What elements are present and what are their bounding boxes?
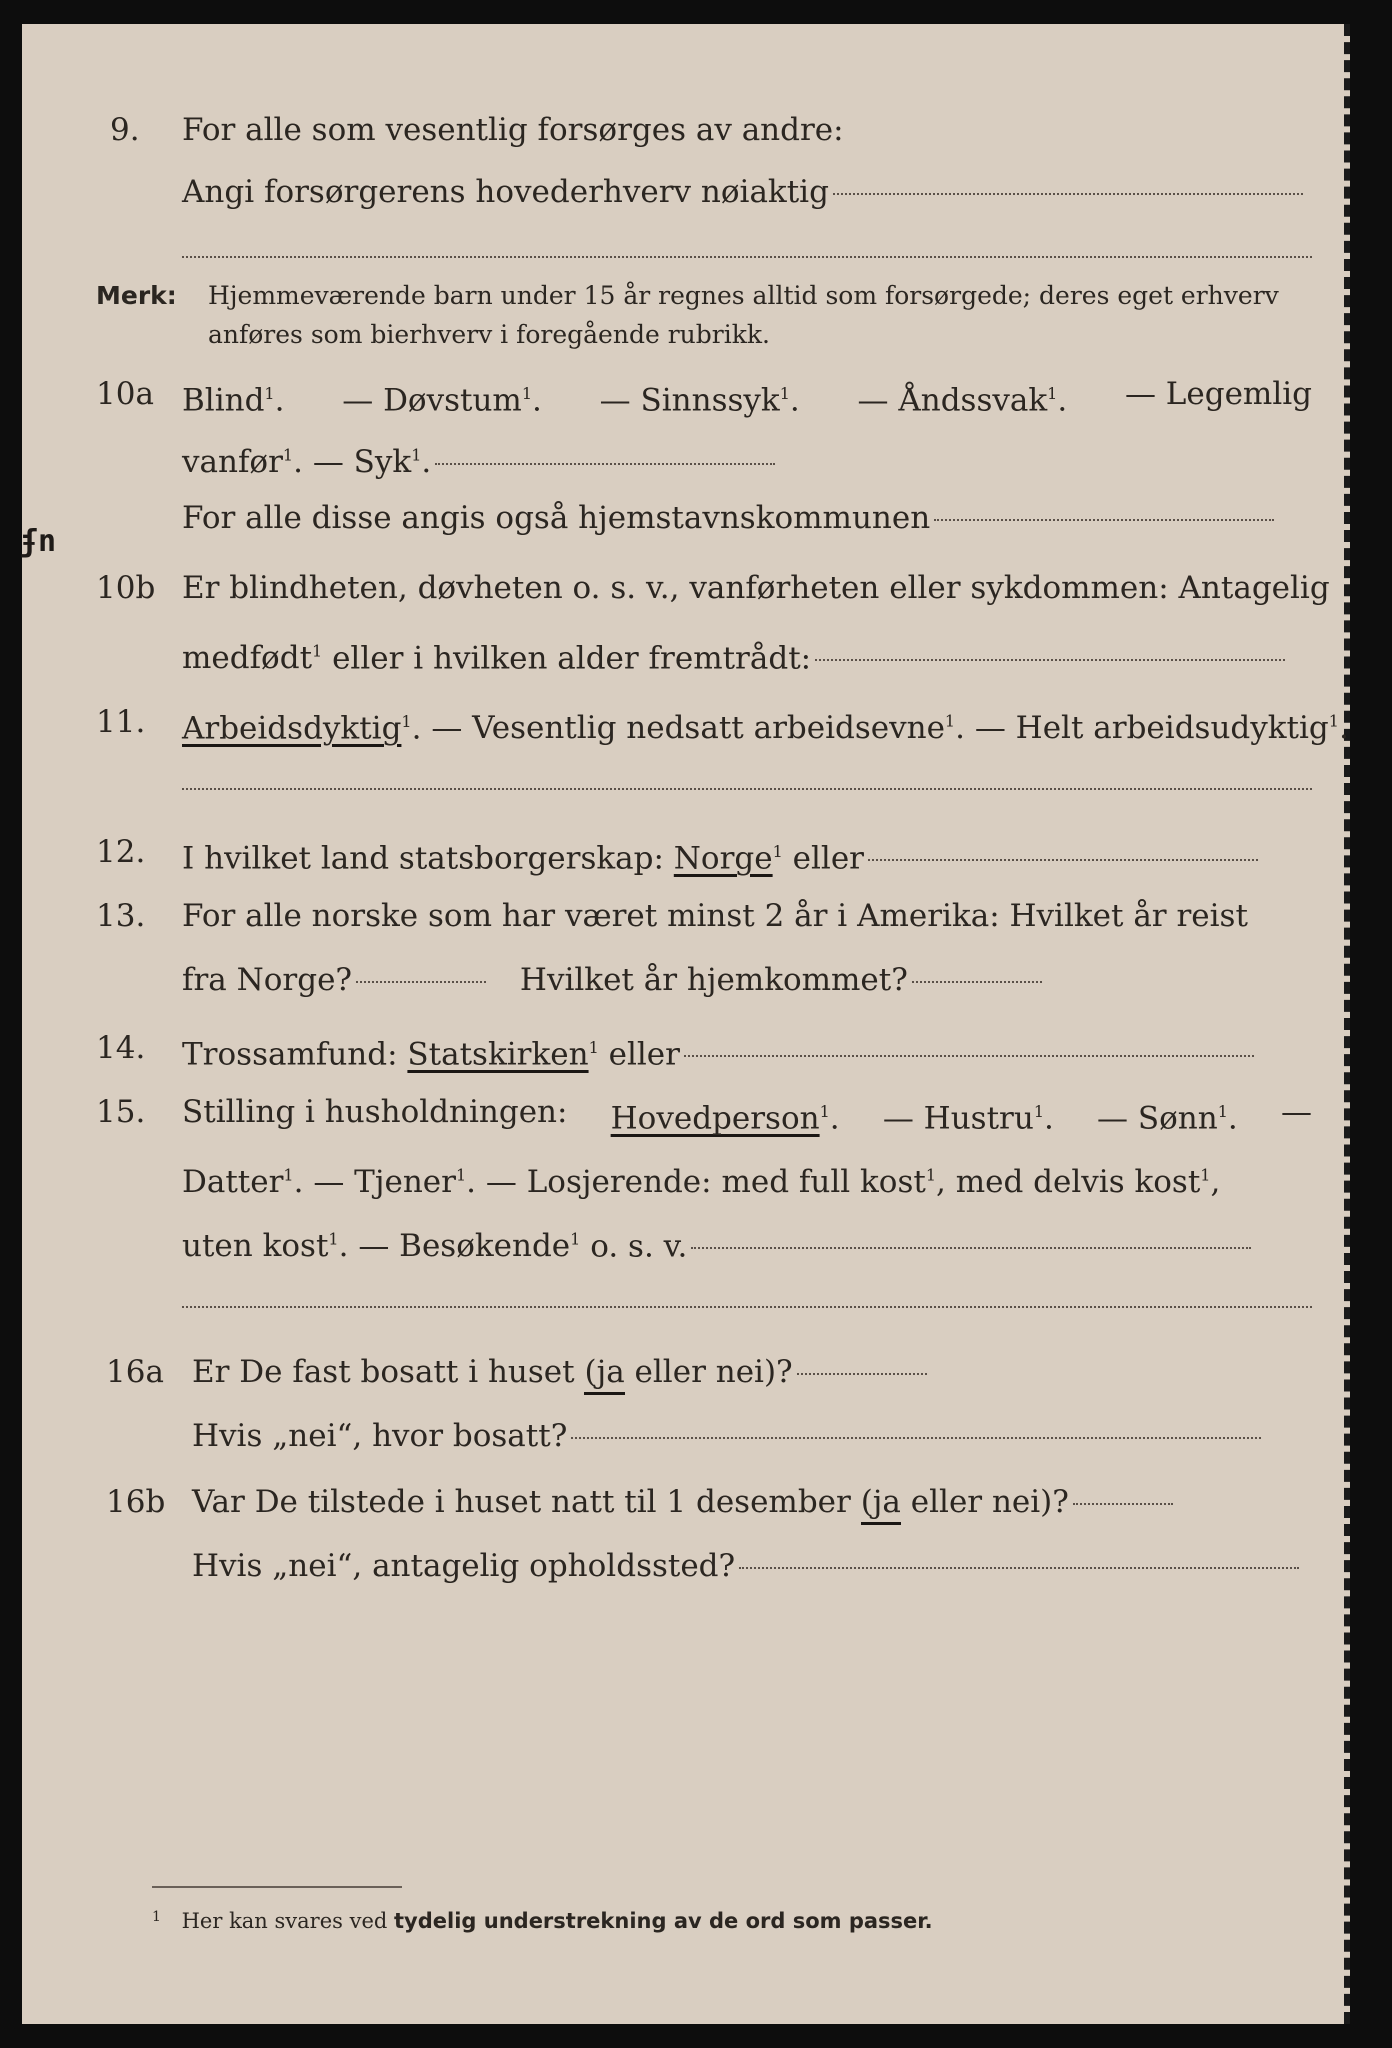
option-label: medfødt bbox=[182, 640, 313, 677]
option-label: — Helt arbeidsudyktig bbox=[974, 710, 1329, 747]
question-10b-number: 10b bbox=[96, 570, 156, 606]
question-16a-line1 bbox=[192, 1352, 927, 1392]
question-12-number: 12. bbox=[96, 834, 146, 870]
option-eller: eller bbox=[792, 840, 864, 877]
question-14-number: 14. bbox=[96, 1030, 146, 1066]
option-delvis-kost[interactable]: , med delvis kost$^1$, bbox=[936, 1164, 1221, 1201]
option-uten-kost[interactable]: uten kost$^1$. bbox=[182, 1228, 349, 1265]
footnote-ref: 1 bbox=[312, 642, 323, 661]
question-9 bbox=[110, 110, 140, 150]
option-datter[interactable]: Datter$^1$. bbox=[182, 1164, 304, 1201]
footnote-ref: 1 bbox=[401, 712, 412, 731]
option-label: — Sønn bbox=[1097, 1100, 1218, 1137]
option-eller: eller bbox=[608, 1036, 680, 1073]
answer-field-13b[interactable] bbox=[912, 981, 1042, 983]
question-16b-line1 bbox=[192, 1482, 1173, 1522]
answer-field-16a[interactable] bbox=[797, 1373, 927, 1375]
answer-field-14[interactable] bbox=[684, 1055, 1254, 1057]
footnote-ref: 1 bbox=[1200, 1166, 1211, 1185]
option-label: Blind bbox=[182, 382, 265, 419]
answer-field-13a[interactable] bbox=[356, 981, 486, 983]
question-10b-line2 bbox=[182, 632, 1285, 678]
option-label: Datter bbox=[182, 1164, 284, 1201]
option-label: — Åndssvak bbox=[857, 382, 1048, 419]
question-9-prompt: Angi forsørgerens hovederhverv nøiaktig bbox=[182, 174, 829, 210]
note-label: Merk: bbox=[96, 281, 177, 310]
footnote-ref: 1 bbox=[588, 1038, 599, 1057]
question-11-number: 11. bbox=[96, 704, 146, 740]
question-number: 9. bbox=[110, 112, 140, 148]
option-sonn[interactable]: — Sønn$^1$. bbox=[1097, 1100, 1238, 1137]
question-16a-number: 16a bbox=[106, 1354, 164, 1390]
question-13-number: 13. bbox=[96, 898, 146, 934]
question-10a-line3 bbox=[182, 498, 1274, 538]
footnote-ref: 1 bbox=[264, 384, 275, 403]
option-label: Statskirken bbox=[407, 1036, 589, 1073]
question-16a-line2 bbox=[192, 1416, 1261, 1456]
option-blind[interactable]: Blind$^1$. bbox=[182, 382, 285, 419]
option-label: — Vesentlig nedsatt arbeidsevne bbox=[431, 710, 945, 747]
question-15-line3 bbox=[182, 1220, 1251, 1266]
question-16b-prompt: Var De tilstede i huset natt til 1 desember bbox=[192, 1484, 851, 1520]
option-label: — Hustru bbox=[882, 1100, 1034, 1137]
footnote-ref: 1 bbox=[411, 446, 422, 465]
footnote-text: Her kan svares ved bbox=[181, 1909, 388, 1933]
question-9-line2 bbox=[182, 172, 1303, 212]
option-syk[interactable]: — Syk$^1$. bbox=[312, 444, 432, 481]
option-sinnssyk[interactable]: — Sinnssyk$^1$. bbox=[599, 382, 800, 419]
footnote-ref: 1 bbox=[925, 1166, 937, 1185]
option-eller-nei: eller nei)? bbox=[910, 1484, 1069, 1520]
option-udyktig[interactable]: — Helt arbeidsudyktig$^1$. bbox=[974, 710, 1349, 747]
footnote-ref: 1 bbox=[283, 1166, 294, 1185]
answer-field-15b[interactable] bbox=[182, 1306, 1312, 1308]
option-label: — Losjerende: med full kost bbox=[485, 1164, 926, 1201]
answer-field-10a[interactable] bbox=[435, 463, 775, 465]
question-15-prompt: Stilling i husholdningen: bbox=[182, 1094, 568, 1130]
footnote-ref: 1 bbox=[328, 1230, 339, 1249]
answer-field-11[interactable] bbox=[182, 788, 1312, 790]
question-15-line2 bbox=[182, 1156, 1220, 1202]
question-15-line1: Stilling i husholdningen: Hovedperson$^1$. — Hustru$^1$. — Sønn$^1$. — bbox=[182, 1094, 1312, 1137]
option-label: Hovedperson bbox=[610, 1100, 820, 1137]
footnote-number: 1 bbox=[152, 1909, 161, 1925]
option-arbeidsdyktig-selected[interactable] bbox=[182, 710, 401, 746]
question-14-prompt: Trossamfund: bbox=[182, 1036, 398, 1073]
answer-field-15[interactable] bbox=[691, 1247, 1251, 1249]
question-10a-prompt: For alle disse angis også hjemstavnskommunen bbox=[182, 500, 931, 536]
footnote-ref: 1 bbox=[1217, 1102, 1228, 1121]
footnote bbox=[152, 1909, 933, 1933]
dash: — bbox=[1280, 1094, 1312, 1130]
question-13-line1: For alle norske som har været minst 2 år i Amerika: Hvilket år reist bbox=[182, 898, 1248, 934]
option-label: — Sinnssyk bbox=[599, 382, 780, 419]
option-ja-selected[interactable]: (ja bbox=[584, 1354, 624, 1395]
footnote-emphasis: tydelig understrekning av de ord som passer. bbox=[394, 1909, 933, 1933]
footnote-ref: 1 bbox=[521, 384, 533, 403]
answer-field-9b[interactable] bbox=[182, 256, 1312, 258]
option-hovedperson-selected[interactable] bbox=[611, 1100, 820, 1136]
question-16a-followup: Hvis „nei“, hvor bosatt? bbox=[192, 1418, 568, 1454]
answer-field-12[interactable] bbox=[868, 859, 1258, 861]
answer-field-16b[interactable] bbox=[1073, 1503, 1173, 1505]
option-label: — Døvstum bbox=[342, 382, 522, 419]
option-legemlig[interactable]: — Legemlig bbox=[1124, 376, 1312, 412]
option-label: — Tjener bbox=[313, 1164, 456, 1201]
footnote-ref: 1 bbox=[570, 1230, 581, 1249]
question-10b-line1: Er blindheten, døvheten o. s. v., vanførheten eller sykdommen: Antagelig bbox=[182, 570, 1330, 606]
footnote-ref: 1 bbox=[1033, 1102, 1045, 1121]
answer-field-16b-where[interactable] bbox=[739, 1567, 1299, 1569]
option-label: — Syk bbox=[312, 444, 412, 481]
footnote-divider bbox=[152, 1886, 402, 1888]
option-label: , med delvis kost bbox=[936, 1164, 1201, 1201]
footnote-ref: 1 bbox=[455, 1166, 467, 1185]
question-16a-prompt: Er De fast bosatt i huset bbox=[192, 1354, 575, 1390]
question-10b-prompt: eller i hvilken alder fremtrådt: bbox=[332, 640, 812, 677]
footnote-ref: 1 bbox=[1328, 712, 1339, 731]
question-12-prompt: I hvilket land statsborgerskap: bbox=[182, 840, 664, 877]
question-14-line bbox=[182, 1028, 1254, 1074]
option-dovstum[interactable]: — Døvstum$^1$. bbox=[342, 382, 542, 419]
handwritten-margin-mark: ʄn bbox=[20, 524, 57, 559]
option-norge-selected[interactable] bbox=[674, 840, 773, 876]
answer-field-16a-where[interactable] bbox=[571, 1437, 1261, 1439]
footnote-ref: 1 bbox=[1047, 384, 1058, 403]
option-label: vanfør bbox=[182, 444, 283, 481]
note-block bbox=[96, 277, 177, 315]
option-hustru[interactable]: — Hustru$^1$. bbox=[882, 1100, 1054, 1137]
question-16b-followup: Hvis „nei“, antagelig opholdssted? bbox=[192, 1548, 736, 1584]
question-11-line: Arbeidsdyktig$^1$. — Vesentlig nedsatt arbeidsevne$^1$. — Helt arbeidsudyktig$^1$. bbox=[182, 710, 1349, 747]
question-16b-number: 16b bbox=[106, 1484, 166, 1520]
option-andssvak[interactable]: — Åndssvak$^1$. bbox=[857, 382, 1068, 419]
option-ja-selected-16b[interactable]: (ja bbox=[861, 1484, 901, 1525]
option-label: — Besøkende bbox=[358, 1228, 571, 1265]
option-label: uten kost bbox=[182, 1228, 329, 1265]
footnote-ref: 1 bbox=[819, 1102, 830, 1121]
answer-field-9[interactable] bbox=[833, 193, 1303, 195]
question-13-line2 bbox=[182, 960, 1042, 1000]
footnote-ref: 1 bbox=[772, 842, 783, 861]
note-text: Hjemmeværende barn under 15 år regnes alltid som forsørgede; deres eget erhverv bbox=[208, 281, 1279, 310]
option-eller-nei: eller nei)? bbox=[634, 1354, 793, 1390]
footnote-ref: 1 bbox=[282, 446, 294, 465]
option-tjener[interactable]: — Tjener$^1$. bbox=[313, 1164, 476, 1201]
census-form-page bbox=[22, 24, 1350, 2024]
question-9-text: For alle som vesentlig forsørges av andre: bbox=[182, 112, 844, 148]
option-nedsatt[interactable]: — Vesentlig nedsatt arbeidsevne$^1$. bbox=[431, 710, 965, 747]
option-label: Norge bbox=[673, 840, 773, 877]
footnote-ref: 1 bbox=[944, 712, 956, 731]
option-vanfor[interactable]: vanfør$^1$. bbox=[182, 444, 303, 481]
question-10a-line2 bbox=[182, 436, 775, 482]
question-13-prompt-a: fra Norge? bbox=[182, 962, 353, 998]
answer-field-10b[interactable] bbox=[815, 659, 1285, 661]
option-besokende[interactable] bbox=[358, 1228, 580, 1264]
footnote-ref: 1 bbox=[779, 384, 790, 403]
option-osv: o. s. v. bbox=[590, 1228, 688, 1265]
option-statskirken-selected[interactable] bbox=[407, 1036, 588, 1072]
note-line-1 bbox=[208, 277, 1308, 315]
question-15-number: 15. bbox=[96, 1094, 146, 1130]
answer-field-hjemstavn[interactable] bbox=[934, 519, 1274, 521]
option-full-kost[interactable] bbox=[486, 1164, 936, 1200]
note-line-2: anføres som bierhverv i foregående rubrikk. bbox=[208, 320, 770, 349]
question-10a-line1 bbox=[182, 374, 1312, 420]
question-10a-number: 10a bbox=[96, 376, 154, 412]
question-16b-line2 bbox=[192, 1546, 1299, 1586]
option-label: Arbeidsdyktig bbox=[182, 710, 402, 747]
question-12-line bbox=[182, 832, 1258, 878]
option-medfodt[interactable] bbox=[182, 640, 322, 676]
question-13-prompt-b: Hvilket år hjemkommet? bbox=[519, 962, 908, 998]
